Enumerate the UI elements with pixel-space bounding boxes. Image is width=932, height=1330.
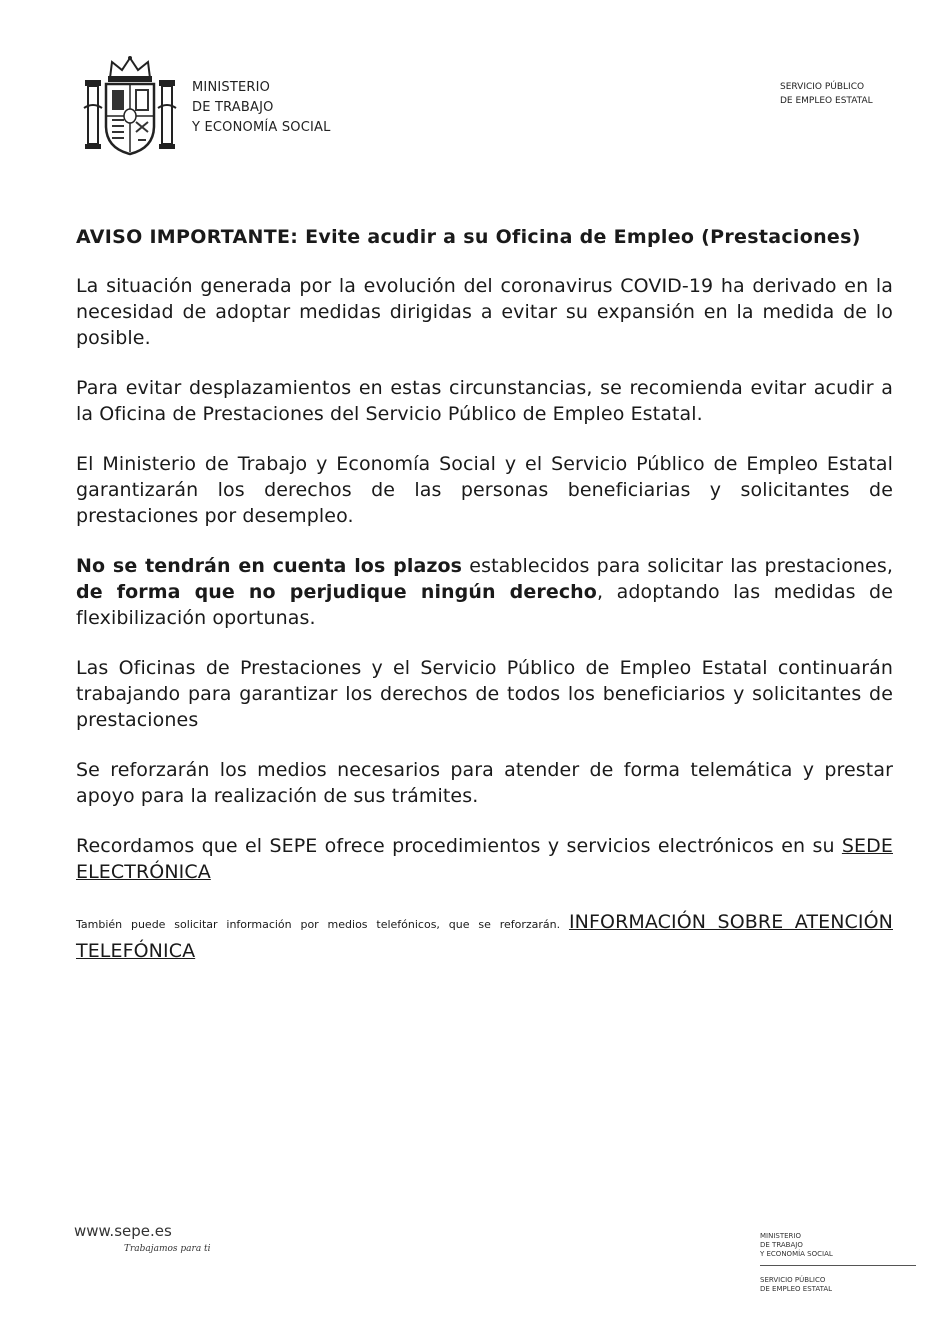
paragraph-avoid-office: Para evitar desplazamientos en estas circunstancias, se recomienda evitar acudir a la Oficina de Prestaciones del Servicio Público de Empleo Estatal. [76,377,893,425]
ministry-name [192,78,331,138]
footer-divider [760,1265,916,1266]
paragraph-phone-info [76,909,893,964]
footer-sepe-line-1: SERVICIO PÚBLICO [760,1276,826,1284]
paragraph-rights-guarantee: El Ministerio de Trabajo y Economía Social y el Servicio Público de Empleo Estatal garantizarán los derechos de las personas beneficiarias y solicitantes de prestaciones por desempleo. [76,453,893,527]
footer-ministry-line-1: MINISTERIO [760,1232,801,1240]
deadlines-text-2: , adoptando las medidas de flexibilización oportunas. [76,581,893,629]
footer-ministry-line-2: DE TRABAJO [760,1241,803,1249]
notice-body [76,224,893,988]
sepe-header [780,80,873,108]
footer-sepe-line-2: DE EMPLEO ESTATAL [760,1285,833,1293]
notice-title: AVISO IMPORTANTE: Evite acudir a su Oficina de Empleo (Prestaciones) [76,226,861,248]
coat-of-arms-icon [82,56,178,156]
phone-info-text: También puede solicitar información por medios telefónicos, que se reforzarán. [76,918,569,931]
footer-url: www.sepe.es [74,1222,172,1240]
deadlines-bold: No se tendrán en cuenta los plazos [76,555,463,577]
electronic-office-text: Recordamos que el SEPE ofrece procedimientos y servicios electrónicos en su [76,835,842,857]
footer-ministry-line-3: Y ECONOMÍA SOCIAL [760,1250,833,1258]
paragraph-telematic: Se reforzarán los medios necesarios para atender de forma telemática y prestar apoyo para la realización de sus trámites. [76,759,893,807]
sede-electronica-link[interactable]: SEDE ELECTRÓNICA [76,835,893,883]
paragraph-offices-continue: Las Oficinas de Prestaciones y el Servicio Público de Empleo Estatal continuarán trabajando para garantizar los derechos de todos los beneficiarios y solicitantes de prestaciones [76,657,893,731]
ministry-line-3: Y ECONOMÍA SOCIAL [192,120,331,135]
ministry-line-1: MINISTERIO [192,80,271,95]
no-harm-bold: de forma que no perjudique ningún derecho [76,581,597,603]
footer-logos [760,1232,916,1294]
footer-slogan: Trabajamos para ti [124,1244,211,1254]
sepe-line-2: DE EMPLEO ESTATAL [780,96,873,106]
ministry-line-2: DE TRABAJO [192,100,274,115]
ministry-header [82,56,331,156]
paragraph-electronic-office [76,833,893,885]
paragraph-deadlines [76,553,893,631]
paragraph-covid: La situación generada por la evolución del coronavirus COVID-19 ha derivado en la necesidad de adoptar medidas dirigidas a evitar su expansión en la medida de lo posible. [76,275,893,349]
phone-info-link[interactable]: INFORMACIÓN SOBRE ATENCIÓN TELEFÓNICA [76,911,893,962]
deadlines-text-1: establecidos para solicitar las prestaciones, [462,555,893,577]
footer-web [74,1222,211,1254]
sepe-line-1: SERVICIO PÚBLICO [780,82,865,92]
